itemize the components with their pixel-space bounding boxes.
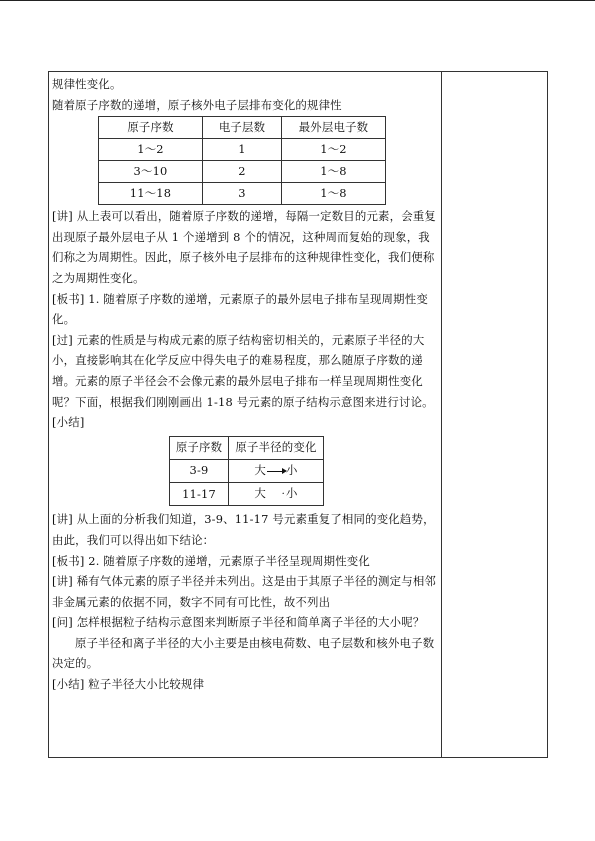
- paragraph-jiang: [讲] 稀有气体元素的原子半径并未列出。这是由于其原子半径的测定与相邻非金属元素的依据不同，数字不同有可比性，故不列出: [52, 574, 437, 609]
- paragraph-banshu: [板书] 1. 随着原子序数的递增，元素原子的最外层电子排布呈现周期性变化。: [52, 291, 428, 327]
- notes-column-cell: [442, 71, 548, 758]
- table-cell: 2: [203, 161, 282, 183]
- paragraph-xiaojie: [小结]: [52, 415, 85, 430]
- trend-from: 大: [254, 463, 266, 478]
- table-header-cell: 原子半径的变化: [229, 436, 324, 459]
- table-row: [170, 482, 324, 506]
- table-cell: 11～18: [99, 183, 203, 205]
- right-arrow-icon: [267, 471, 285, 472]
- table-cell: 11-17: [170, 482, 229, 506]
- table-cell: 1: [203, 139, 282, 161]
- table-row: [99, 139, 386, 161]
- paragraph-wen: [问] 怎样根据粒子结构示意图来判断原子半径和简单离子半径的大小呢？: [52, 615, 425, 630]
- table-cell: 1～2: [282, 139, 386, 161]
- table-header-row: [99, 117, 386, 139]
- table-cell: 3～10: [99, 161, 203, 183]
- table-header-cell: 最外层电子数: [282, 117, 386, 139]
- trend-from: 大: [254, 485, 266, 500]
- table-row: [170, 459, 324, 482]
- table-cell: [229, 459, 324, 482]
- paragraph-banshu: [板书] 2. 随着原子序数的递增，元素原子半径呈现周期性变化: [52, 553, 370, 568]
- table-header-row: [170, 436, 324, 459]
- table-cell: 3: [203, 183, 282, 205]
- table-cell: 3-9: [170, 459, 229, 482]
- paragraph-jiang: [讲] 从上面的分析我们知道，3-9、11-17 号元素重复了相同的变化趋势，由此，我们可以得出如下结论：: [52, 512, 435, 547]
- table-cell: 1～8: [282, 161, 386, 183]
- atomic-radius-table: [169, 436, 324, 507]
- paragraph-jiang: [讲] 从上表可以看出，随着原子序数的递增，每隔一定数目的元素，会重复出现原子最外层电子从 1 个递增到 8 个的情况，这种周而复始的现象，我们称之为周期性。因此，原子核外电子层排布的这种规律性变化，我们便称之为周期性变化。: [52, 209, 437, 285]
- paragraph-answer: 原子半径和离子半径的大小主要是由核电荷数、电子层数和核外电子数决定的。: [52, 635, 435, 671]
- text-line: 随着原子序数的递增，原子核外电子层排布变化的规律性: [52, 97, 342, 112]
- text-line: 规律性变化。: [52, 77, 122, 91]
- table-cell: 1～2: [99, 139, 203, 161]
- lesson-content: [52, 74, 438, 695]
- trend-to: 小: [286, 463, 298, 478]
- table-row: [99, 183, 386, 205]
- table-header-cell: 电子层数: [203, 117, 282, 139]
- paragraph-xiaojie: [小结] 粒子半径大小比较规律: [52, 677, 205, 692]
- table-cell: 1～8: [282, 183, 386, 205]
- paragraph-guo: [过] 元素的性质是与构成元素的原子结构密切相关的，元素原子半径的大小，直接影响其在化学反应中得失电子的难易程度，那么随原子序数的递增。元素的原子半径会不会像元素的最外层电子排布一样呈现周期性变化呢？下面，根据我们刚刚画出 1-18 号元素的原子结构示意图来进行讨论。: [52, 332, 434, 409]
- table-cell: [229, 482, 324, 506]
- table-header-cell: 原子序数: [99, 117, 203, 139]
- trend-to: 小: [286, 485, 298, 500]
- electron-layer-table: [98, 116, 386, 205]
- table-row: [99, 161, 386, 183]
- dot-arrow-icon: ·: [281, 488, 285, 500]
- table-header-cell: 原子序数: [170, 436, 229, 459]
- page-top-rule: [0, 0, 595, 1]
